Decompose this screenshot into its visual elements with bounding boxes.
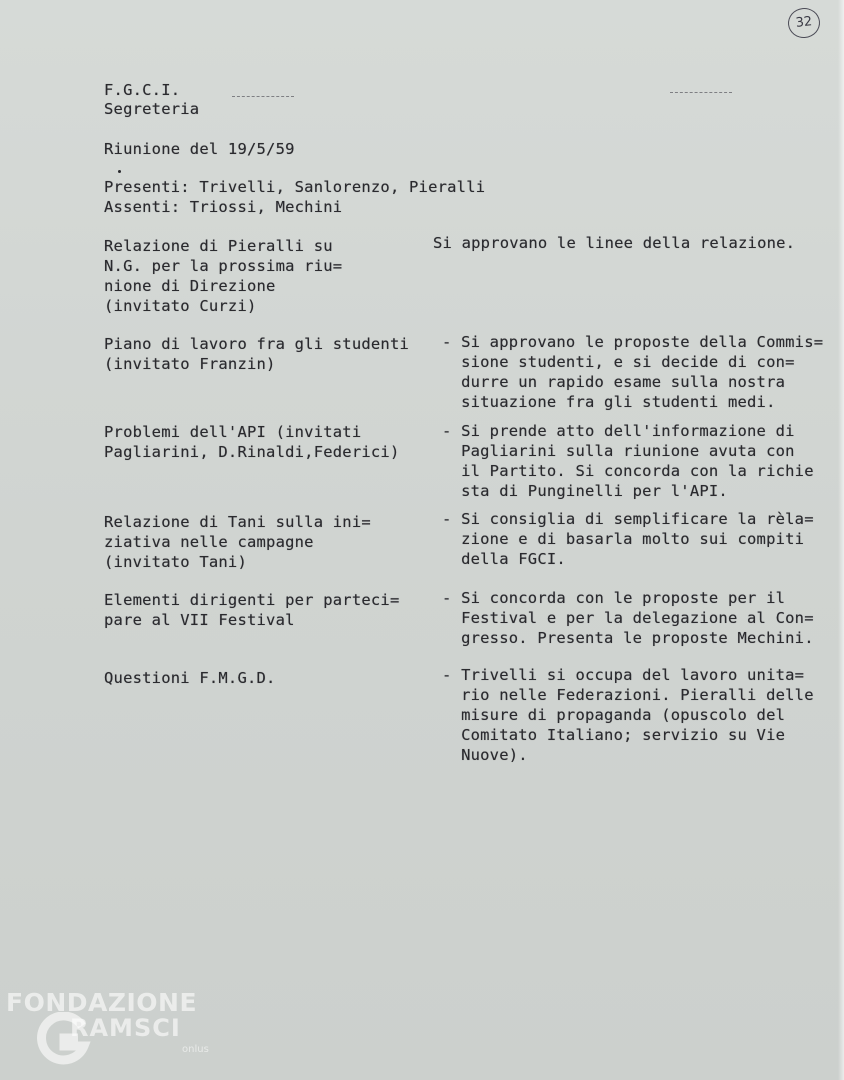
agenda-topic: Questioni F.M.G.D. — [104, 669, 276, 687]
watermark-line2: RAMSCI — [70, 1014, 181, 1042]
stray-dot — [118, 170, 121, 173]
absent-list: Assenti: Triossi, Mechini — [104, 198, 343, 216]
watermark-sub: onlus — [182, 1044, 209, 1055]
typed-dash-line — [670, 92, 732, 94]
archive-number-stamp: 32 — [787, 6, 822, 39]
watermark-line1: FONDAZIONE — [6, 988, 198, 1017]
typed-dash-line — [232, 96, 294, 98]
agenda-decision: Si approvano le linee della relazione. — [433, 234, 796, 252]
agenda-topic: Elementi dirigenti per parteci= pare al VII Festival — [104, 591, 400, 629]
meeting-date: Riunione del 19/5/59 — [104, 140, 295, 158]
agenda-decision: - Si consiglia di semplificare la rèla= zione e di basarla molto sui compiti della FGCI. — [442, 510, 814, 568]
fondazione-gramsci-watermark — [6, 988, 216, 1074]
agenda-decision: - Si approvano le proposte della Commis= sione studenti, e si decide di con= durre un rapido esame sulla nostra situazione fra gli studenti medi. — [442, 333, 824, 411]
present-list: Presenti: Trivelli, Sanlorenzo, Pieralli — [104, 178, 486, 196]
agenda-topic: Relazione di Pieralli su N.G. per la prossima riu= nione di Direzione (invitato Curzi) — [104, 237, 343, 315]
agenda-decision: - Si concorda con le proposte per il Festival e per la delegazione al Con= gresso. Presenta le proposte Mechini. — [442, 589, 814, 647]
agenda-topic: Relazione di Tani sulla ini= ziativa nelle campagne (invitato Tani) — [104, 513, 371, 571]
org-name: F.G.C.I. — [104, 81, 181, 99]
agenda-topic: Problemi dell'API (invitati Pagliarini, D.Rinaldi,Federici) — [104, 423, 400, 461]
department: Segreteria — [104, 100, 200, 118]
agenda-topic: Piano di lavoro fra gli studenti (invitato Franzin) — [104, 335, 410, 373]
agenda-decision: - Trivelli si occupa del lavoro unita= rio nelle Federazioni. Pieralli delle misure di propaganda (opuscolo del Comitato Italiano; servizio su Vie Nuove). — [442, 666, 814, 764]
agenda-decision: - Si prende atto dell'informazione di Pagliarini sulla riunione avuta con il Partito. Si concorda con la richie sta di Punginelli per l'API. — [442, 422, 814, 500]
